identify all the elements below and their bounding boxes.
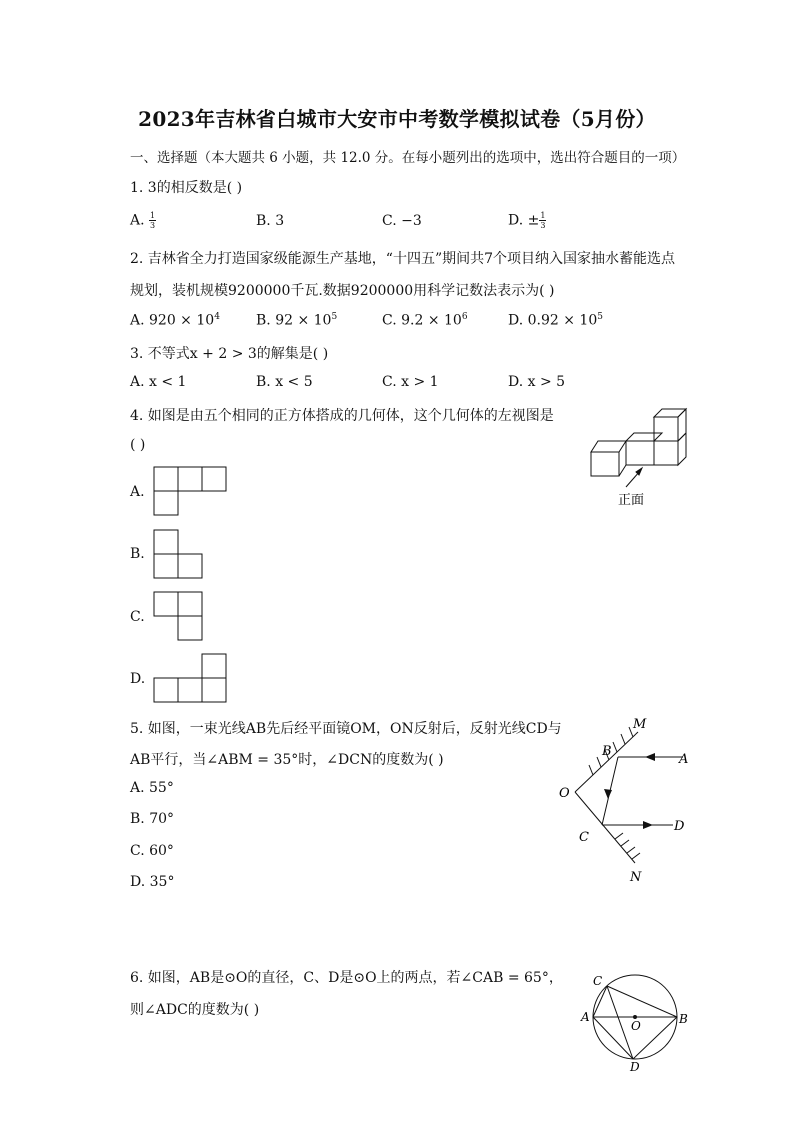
- front-label: 正面: [618, 493, 645, 508]
- label-o: O: [559, 786, 570, 801]
- q2-option-b[interactable]: B. $92 \times 10^5$: [256, 312, 338, 329]
- q1-option-d-fraction: $\frac{1}{3}$: [540, 211, 546, 230]
- mirror-om: [575, 732, 638, 792]
- q4-option-c[interactable]: C.: [130, 609, 145, 625]
- label-d: D: [630, 1060, 640, 1074]
- q4-option-b[interactable]: B.: [130, 546, 145, 562]
- q4-line2: ( ): [130, 437, 146, 453]
- q4-option-d[interactable]: D.: [130, 671, 146, 687]
- q6-line2: 则∠ADC的度数为( ): [130, 1002, 260, 1018]
- section-heading: 一、选择题（本大题共 6 小题，共 12.0 分。在每小题列出的选项中，选出符合题目的一项）: [130, 150, 686, 166]
- q1-stem: 1. 3的相反数是( ): [130, 180, 243, 196]
- q4-option-a-figure: [153, 466, 228, 518]
- arrow-ab: [645, 753, 655, 761]
- q3-option-b[interactable]: B. x < 5: [256, 374, 313, 390]
- page-title: 2023年吉林省白城市大安市中考数学模拟试卷（5月份）: [138, 107, 656, 131]
- q2-option-d[interactable]: D. $0.92 \times 10^5$: [508, 312, 603, 329]
- q4-option-a[interactable]: A.: [130, 484, 145, 500]
- q5-line2: AB平行，当∠ABM = 35°时，∠DCN的度数为( ): [130, 752, 444, 768]
- mirror-on: [575, 792, 635, 863]
- cube-top-face: [654, 409, 686, 417]
- q4-solid-figure: [588, 405, 698, 510]
- q2-option-a[interactable]: A. $920 \times 10^4$: [130, 312, 220, 329]
- q5-option-b[interactable]: B. 70°: [130, 811, 175, 827]
- q4-option-b-figure: [153, 529, 205, 581]
- label-d: D: [674, 819, 685, 834]
- q5-mirror-figure: [555, 713, 695, 888]
- arrow-cd: [643, 821, 653, 829]
- q5-option-d[interactable]: D. 35°: [130, 874, 175, 890]
- q2-option-c[interactable]: C. $9.2 \times 10^6$: [382, 312, 468, 329]
- q1-option-d-label: D. ±: [508, 212, 540, 229]
- label-c: C: [579, 830, 589, 845]
- q6-circle-figure: [575, 965, 695, 1075]
- q3-option-a[interactable]: A. x < 1: [130, 374, 187, 390]
- label-a: A: [581, 1010, 590, 1024]
- label-n: N: [630, 870, 642, 885]
- q3-option-c[interactable]: C. x > 1: [382, 374, 439, 390]
- q2-line1: 2. 吉林省全力打造国家级能源生产基地，“十四五”期间共7个项目纳入国家抽水蓄能选点: [130, 251, 676, 267]
- label-o: O: [631, 1019, 641, 1033]
- q1-option-c[interactable]: C. −3: [382, 213, 422, 229]
- q5-option-c[interactable]: C. 60°: [130, 843, 174, 859]
- arrow-bc: [604, 789, 612, 799]
- q4-line1: 4. 如图是由五个相同的正方体搭成的几何体，这个几何体的左视图是: [130, 408, 554, 424]
- q1-option-b[interactable]: B. 3: [256, 213, 285, 229]
- label-c: C: [593, 974, 603, 988]
- q4-option-d-figure: [153, 653, 228, 705]
- q1-option-a-label: A.: [130, 212, 145, 229]
- label-b: B: [679, 1012, 688, 1026]
- q2-line2: 规划，装机规模9200000千瓦.数据9200000用科学记数法表示为( ): [130, 283, 555, 299]
- q6-line1: 6. 如图，AB是⊙O的直径，C、D是⊙O上的两点，若∠CAB = 65°，: [130, 970, 563, 986]
- q4-option-c-figure: [153, 591, 205, 643]
- q1-option-d[interactable]: [508, 211, 546, 230]
- label-a: A: [679, 752, 689, 767]
- q5-option-a[interactable]: A. 55°: [130, 780, 174, 796]
- q3-stem: 3. 不等式x + 2 > 3的解集是( ): [130, 346, 329, 362]
- q1-option-a-fraction: $\frac{1}{3}$: [150, 211, 156, 230]
- label-m: M: [633, 717, 647, 732]
- cube-side-face: [678, 409, 686, 441]
- q5-line1: 5. 如图，一束光线AB先后经平面镜OM，ON反射后，反射光线CD与: [130, 721, 562, 737]
- q3-option-d[interactable]: D. x > 5: [508, 374, 566, 390]
- q1-option-a[interactable]: [130, 211, 156, 230]
- label-b: B: [602, 744, 612, 759]
